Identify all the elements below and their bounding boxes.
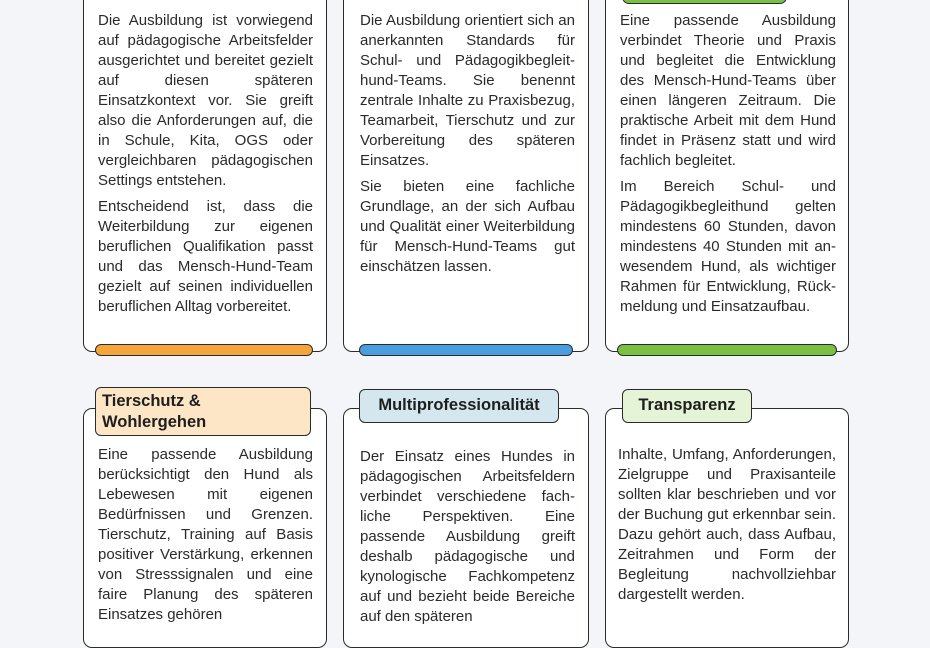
paragraph: Die Ausbildung ist vorwiegend auf pädagogische Arbeitsfelder ausgerichtet und bereitet gezielt auf diesen späteren Einsatzkontext vor. Sie greift also die Anforderungen auf, die in Schule, Kita, OGS oder vergleichbaren pädagogischen Settings entstehen. xyxy=(98,12,313,189)
card-animal-welfare xyxy=(83,408,327,648)
title-tag-multiprofessional xyxy=(359,389,559,423)
paragraph: Der Einsatz eines Hundes in pädagogischen Arbeitsfeldern verbindet verschiedene fachliche Perspektiven. Eine passende Ausbildung greift deshalb pädagogische und kynologische Fachkompetenz auf und bezieht beide Bereiche auf den späteren xyxy=(360,448,575,625)
card-text xyxy=(620,11,836,317)
blue-accent-bar xyxy=(359,344,573,356)
card-text xyxy=(360,11,575,277)
paragraph: Eine passende Ausbildung berücksichtigt den Hund als Lebewesen mit eigenen Bedürfnissen und Grenzen. Tierschutz, Training auf Basis positiver Verstärkung, erkennen von Stresssignalen und eine faire Planung des späteren Einsatzes gehören xyxy=(98,446,313,623)
card-text xyxy=(98,445,313,625)
title: Transparenz xyxy=(638,396,736,414)
card-text xyxy=(360,447,575,627)
paragraph: Eine passende Ausbildung verbindet Theorie und Praxis und begleitet die Entwicklung des Mensch-Hund-Teams über einen längeren Zeitraum. Die praktische Arbeit mit dem Hund findet in Präsenz statt und wird fachlich begleitet. xyxy=(620,12,836,169)
card-text xyxy=(618,445,836,605)
paragraph: Sie bieten eine fachliche Grundlage, an der sich Aufbau und Qualität einer Weiterbildung für Mensch-Hund-Teams gut einschätzen lassen. xyxy=(360,178,575,275)
card-transparency xyxy=(605,408,849,648)
green-top-bar xyxy=(622,0,787,4)
card-target-group xyxy=(83,0,327,352)
paragraph: Entscheidend ist, dass die Weiterbildung zur eigenen beruflichen Qualifikation passt und das Mensch-Hund-Team gezielt auf seinen individuellen beruflichen Alltag vorbereitet. xyxy=(98,198,313,315)
card-text xyxy=(98,11,313,317)
card-multiprofessional xyxy=(343,408,589,648)
paragraph: Im Bereich Schul- und Pädagogikbegleithund gelten mindestens 60 Stunden, davon mindestens 40 Stunden mit anwesendem Hund, als wichtiger Rahmen für Entwicklung, Rückmeldung und Einsatzaufbau. xyxy=(620,178,836,315)
paragraph: Inhalte, Umfang, Anforderungen, Zielgruppe und Praxisanteile sollten klar beschrieben und vor der Buchung gut erkennbar sein. Dazu gehört auch, dass Aufbau, Zeitrahmen und Form der Begleitung nachvollziehbar dargestellt werden. xyxy=(618,446,836,603)
title-tag-transparency xyxy=(622,389,752,423)
title-tag-animal-welfare xyxy=(95,387,311,436)
title: Multiprofessionalität xyxy=(378,396,540,414)
card-practice xyxy=(605,0,849,352)
card-standards xyxy=(343,0,589,352)
title-line: Tierschutz & xyxy=(102,392,201,410)
title-line: Wohlergehen xyxy=(102,413,207,431)
paragraph: Die Ausbildung orientiert sich an anerkannten Standards für Schul- und Pädagogikbegleithund-Teams. Sie benennt zentrale Inhalte zu Praxisbezug, Teamarbeit, Tierschutz und zur Vorbereitung des späteren Einsatzes. xyxy=(360,12,575,169)
orange-accent-bar xyxy=(95,344,313,356)
green-accent-bar xyxy=(617,344,837,356)
